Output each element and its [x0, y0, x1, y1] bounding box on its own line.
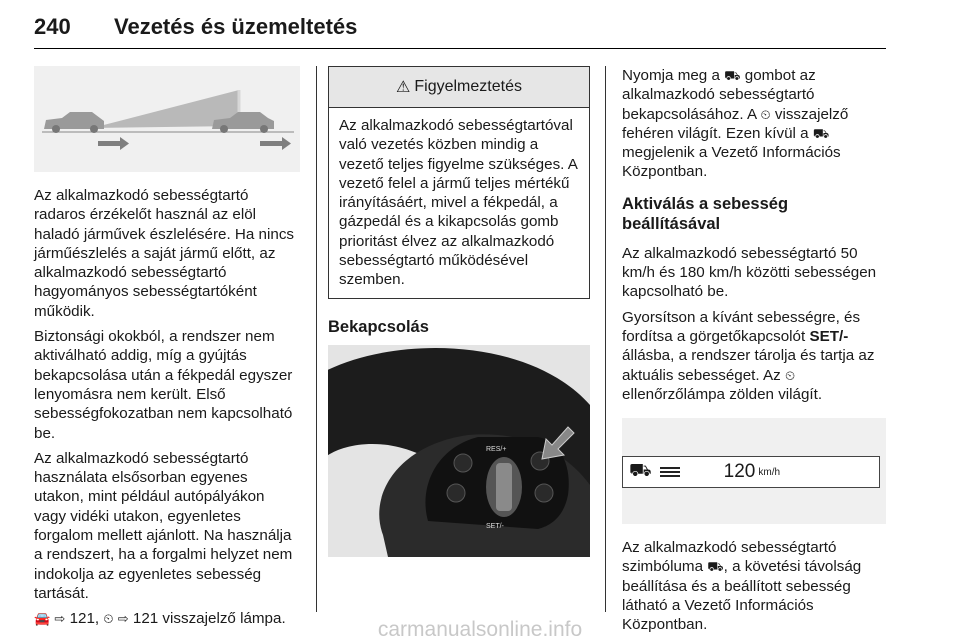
following-distance-icon — [660, 465, 680, 479]
paragraph-speed-range: Az alkalmazkodó sebességtartó 50 km/h és 180 km/h közötti sebességen kapcsolható be. — [622, 244, 877, 301]
paragraph-symbol: Az alkalmazkodó sebességtartó szimbóluma ⛟, a követési távolság beállítása és a beállított sebesség látható a Vezető Információs Központban. — [622, 539, 862, 634]
paragraph-usage: Az alkalmazkodó sebességtartó használata elsősorban egyenes utakon, mint például autópályákon vagy vidéki utakon, egyenletes forgalom mellett ajánlott. Na használja a rendszert, ha a forgalmi helyzet nem indokolja az egyenletes sebesség tartását. — [34, 449, 293, 602]
paragraph-safety: Biztonsági okokból, a rendszer nem aktiválható addig, míg a gyújtás bekapcsolása után a fékpedál egyszer lenyomásra nem került. Első sebességfokozatban nem kapcsolható be. — [34, 328, 293, 442]
column-3 — [622, 66, 886, 641]
warning-title: Figyelmeztetés — [414, 78, 522, 95]
car-icon: 🚘 — [34, 611, 51, 627]
column-divider-2 — [605, 66, 606, 612]
warning-box — [328, 66, 590, 299]
wheel-button-left-top — [454, 454, 472, 472]
reference-page-1: 121, — [69, 610, 100, 628]
acc-car-icon: ⛟ — [707, 559, 724, 575]
set-speed-unit: km/h — [758, 466, 781, 478]
set-speed-value: 120 — [723, 461, 756, 483]
paragraph-intro: Az alkalmazkodó sebességtartó radaros érzékelőt használ az elöl haladó járművek észlelésére. Ha nincs járműészlelés a saját jármű előtt, az alkalmazkodó sebességtartó hagyományos sebességtartóként működik. — [34, 187, 295, 320]
column-1 — [34, 66, 300, 635]
reference-page-2: 121 visszajelző lámpa. — [132, 610, 286, 628]
steering-wheel-figure — [328, 345, 590, 557]
cruise-control-icon: ⏲ — [103, 611, 114, 627]
column-2 — [328, 66, 590, 557]
acc-car-icon: ⛟ — [629, 460, 652, 481]
set-label: SET/- — [486, 522, 504, 530]
cruise-control-icon: ⏲ — [760, 106, 771, 122]
acc-radar-figure — [34, 66, 300, 172]
paragraph-press-button: Nyomja meg a ⛟ gombot az alkalmazkodó sebességtartó bekapcsolásához. A ⏲ visszajelző fehéren világít. Ezen kívül a ⛟ megjelenik a Vezető Információs Központban. — [622, 67, 849, 181]
page-number: 240 — [34, 14, 71, 39]
section-heading-speed: Aktiválás a sebesség beállításával — [622, 194, 789, 233]
header-rule — [34, 48, 886, 49]
acc-radar-illustration — [34, 66, 300, 172]
res-label: RES/+ — [486, 445, 507, 453]
warning-text: Az alkalmazkodó sebességtartóval való vezetés közben mindig a vezető teljes figyelme szükséges. A vezető felel a jármű teljes mértékű irányításáért, mivel a fékpedál, a gázpedál és a kikapcsolás gomb prioritást élvez az alkalmazkodó sebességtartó működésével szemben. — [339, 117, 578, 289]
acc-car-icon: ⛟ — [812, 125, 830, 141]
column-divider-1 — [316, 66, 317, 612]
section-heading-activation: Bekapcsolás — [328, 317, 429, 336]
acc-car-icon: ⛟ — [724, 68, 741, 83]
cruise-control-icon: ⏲ — [784, 367, 796, 383]
dic-display-figure — [622, 418, 886, 524]
reference-arrow-icon: ⇨ — [54, 611, 66, 627]
warning-triangle-icon: ⚠ — [396, 79, 411, 96]
page-title: Vezetés és üzemeltetés — [114, 14, 358, 39]
wheel-button-right-bottom — [535, 484, 553, 502]
watermark: carmanualsonline.info — [377, 618, 583, 641]
dic-display — [622, 456, 880, 488]
paragraph-set-speed: Gyorsítson a kívánt sebességre, és fordítsa a görgetőkapcsolót SET/- állásba, a rendszer tárolja és tartja az aktuális sebességet. Az ⏲ ellenőrzőlámpa zölden világít. — [622, 308, 875, 403]
warning-header — [329, 67, 589, 108]
steering-wheel-illustration — [328, 345, 590, 557]
set-label-bold: SET/- — [809, 327, 849, 345]
reference-arrow-icon: ⇨ — [117, 611, 129, 627]
wheel-button-left-bottom — [447, 484, 465, 502]
